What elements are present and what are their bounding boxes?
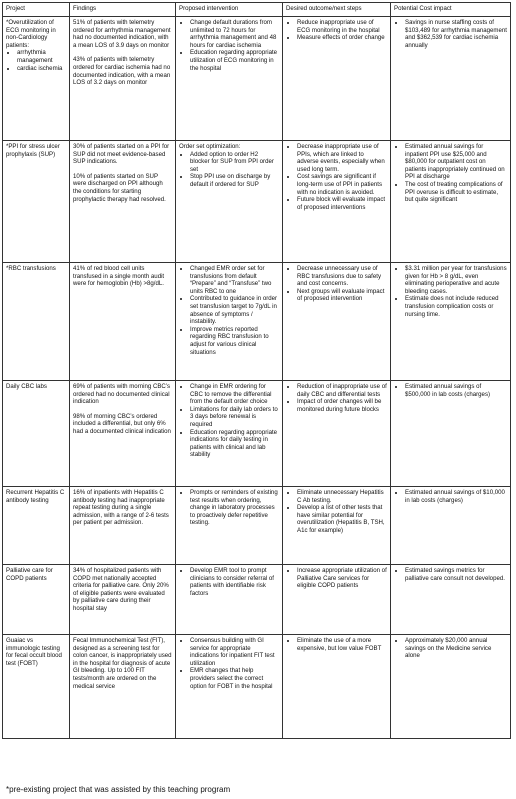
intervention-cell (176, 17, 283, 141)
cost-list (394, 265, 507, 318)
cost-item: • Savings in nurse staffing costs of $103,489 for arrhythmia management and $362,539 for cardiac ischemia annually (405, 19, 507, 49)
intervention-item: • Change in EMR ordering for CBC to remove the differential from the default order choice (190, 383, 279, 406)
intervention-list (179, 567, 279, 597)
project-cell (3, 565, 70, 635)
intervention-cell (176, 141, 283, 263)
cost-item: • Approximately $20,000 annual savings on the Medicine service alone (405, 637, 507, 660)
project-name: *PPI for stress ulcer prophylaxis (SUP) (6, 143, 60, 158)
finding-paragraph: 98% of morning CBC’s ordered included a differential, but only 6% had a documented clinical indication (73, 412, 171, 435)
outcome-item: • Eliminate unnecessary Hepatitis C Ab testing. (297, 489, 387, 504)
outcome-cell (283, 487, 391, 565)
cost-item: • $3.31 million per year for transfusions given for Hb > 8 g/dL, even eliminating perioperative and acute bleeding cases. (405, 265, 507, 295)
outcome-cell (283, 565, 391, 635)
intervention-list (179, 383, 279, 459)
intervention-item: • Limitations for daily lab orders to 3 days before renewal is required (190, 406, 279, 429)
cost-cell (391, 381, 511, 487)
findings-cell (70, 487, 176, 565)
table-body (3, 17, 511, 739)
outcome-item: • Eliminate the use of a more expensive, but low value FOBT (297, 637, 387, 652)
intervention-list (179, 151, 279, 189)
table-header-row (3, 3, 511, 17)
cost-item: • The cost of treating complications of PPI overuse is difficult to estimate, but quite significant (405, 181, 507, 204)
cost-list (394, 637, 507, 660)
cost-list (394, 143, 507, 204)
projects-table (2, 2, 511, 739)
project-cell (3, 487, 70, 565)
findings-cell (70, 381, 176, 487)
finding-paragraph: 34% of hospitalized patients with COPD met nationally accepted criteria for palliative care. Only 20% of eligible patients were evaluated by palliative care during their hospital stay (73, 567, 169, 612)
project-cell (3, 263, 70, 381)
outcome-list (286, 265, 387, 303)
project-cell (3, 381, 70, 487)
outcome-list (286, 383, 387, 413)
project-cell (3, 17, 70, 141)
findings-cell (70, 141, 176, 263)
intervention-intro: Order set optimization: (179, 143, 241, 150)
cost-list (394, 19, 507, 49)
project-subitem-list (6, 49, 66, 72)
header-cost: Potential Cost impact (391, 3, 511, 17)
intervention-list (179, 489, 279, 527)
project-subitem-item: • cardiac ischemia (17, 65, 66, 73)
outcome-list (286, 637, 387, 652)
outcome-list (286, 143, 387, 211)
table-row (3, 141, 511, 263)
project-name: Palliative care for COPD patients (6, 567, 53, 582)
outcome-cell (283, 635, 391, 739)
outcome-list (286, 489, 387, 535)
cost-item: • Estimated savings metrics for palliative care consult not developed. (405, 567, 507, 582)
intervention-item: • Change default durations from unlimited to 72 hours for arrhythmia management and 48 hours for cardiac ischemia (190, 19, 279, 49)
cost-item: • Estimated annual savings of $10,000 in lab costs (charges) (405, 489, 507, 504)
outcome-item: • Reduce inappropriate use of ECG monitoring in the hospital (297, 19, 387, 34)
table-row (3, 635, 511, 739)
outcome-item: • Decrease inappropriate use of PPIs, which are linked to adverse events, especially when used long term. (297, 143, 387, 173)
outcome-list (286, 567, 387, 590)
outcome-cell (283, 141, 391, 263)
outcome-list (286, 19, 387, 42)
outcome-item: • Next groups will evaluate impact of proposed intervention (297, 288, 387, 303)
outcome-item: • Impact of order changes will be monitored during future blocks (297, 398, 387, 413)
outcome-item: • Develop a list of other tests that have similar potential for overutilization (Hepatitis B, TSH, A1c for example) (297, 504, 387, 534)
intervention-cell (176, 635, 283, 739)
cost-cell (391, 263, 511, 381)
project-cell (3, 141, 70, 263)
cost-cell (391, 635, 511, 739)
intervention-item: • Education regarding appropriate utilization of ECG monitoring in the hospital (190, 49, 279, 72)
outcome-item: • Decrease unnecessary use of RBC transfusions due to safety and cost concerns. (297, 265, 387, 288)
intervention-list (179, 19, 279, 72)
cost-cell (391, 565, 511, 635)
intervention-cell (176, 263, 283, 381)
intervention-cell (176, 565, 283, 635)
cost-list (394, 489, 507, 504)
intervention-list (179, 637, 279, 690)
intervention-item: • Added option to order H2 blocker for SUP from PPI order set (190, 151, 279, 174)
outcome-item: • Increase appropriate utilization of Palliative Care services for eligible COPD patients (297, 567, 387, 590)
finding-paragraph: Fecal Immunochemical Test (FIT), designed as a screening test for colon cancer, is inappropriately used in the hospital for diagnosis of acute GI bleeding. Up to 100 FIT tests/month are ordered on the medical service (73, 637, 172, 690)
table-row (3, 487, 511, 565)
intervention-item: • Develop EMR tool to prompt clinicians to consider referral of patients with identifiable risk factors (190, 567, 279, 597)
cost-item: • Estimate does not include reduced transfusion complication costs or nursing time. (405, 295, 507, 318)
header-intervention: Proposed intervention (176, 3, 283, 17)
finding-paragraph: 10% of patients started on SUP were discharged on PPI although the conditions for starting prophylactic therapy had resolved. (73, 172, 166, 203)
header-project: Project (3, 3, 70, 17)
header-findings: Findings (70, 3, 176, 17)
finding-paragraph: 41% of red blood cell units transfused in a single month audit were for hemoglobin (Hb) >8g/dL. (73, 265, 165, 288)
finding-paragraph: 16% of inpatients with Hepatitis C antibody testing had inappropriate repeat testing during a single admission, with a range of 2-6 tests per patient per admission. (73, 489, 169, 527)
intervention-item: • EMR changes that help providers select the correct option for FOBT in the hospital (190, 667, 279, 690)
project-name: *RBC transfusions (6, 265, 56, 272)
findings-cell (70, 635, 176, 739)
header-outcome: Desired outcome/next steps (283, 3, 391, 17)
table-row (3, 263, 511, 381)
project-subitem-item: • arrhythmia management (17, 49, 66, 64)
findings-cell (70, 17, 176, 141)
table-row (3, 381, 511, 487)
outcome-cell (283, 263, 391, 381)
intervention-list (179, 265, 279, 356)
intervention-item: • Stop PPI use on discharge by default if ordered for SUP (190, 173, 279, 188)
intervention-item: • Improve metrics reported regarding RBC transfusion to adjust for various clinical situations (190, 326, 279, 356)
cost-cell (391, 17, 511, 141)
cost-cell (391, 141, 511, 263)
finding-paragraph: 43% of patients with telemetry ordered for cardiac ischemia had no documented indication, with a mean LOS of 3.2 days on monitor (73, 56, 171, 87)
cost-item: • Estimated annual savings of $500,000 in lab costs (charges) (405, 383, 507, 398)
intervention-cell (176, 381, 283, 487)
finding-paragraph: 51% of patients with telemetry ordered for arrhythmia management had no documented indication, with a mean LOS of 3.9 days on monitor (73, 19, 171, 49)
findings-cell (70, 565, 176, 635)
footnote: *pre-existing project that was assisted by this teaching program (6, 785, 231, 794)
outcome-item: • Reduction of inappropriate use of daily CBC and differential tests (297, 383, 387, 398)
finding-paragraph: 30% of patients started on a PPI for SUP did not meet evidence-based SUP indications. (73, 143, 170, 166)
project-name: Daily CBC labs (6, 383, 47, 390)
outcome-item: • Measure effects of order change (297, 34, 387, 42)
table-row (3, 565, 511, 635)
outcome-item: • Future block will evaluate impact of proposed interventions (297, 196, 387, 211)
project-cell (3, 635, 70, 739)
intervention-item: • Prompts or reminders of existing test results when ordering, change in laboratory processes to proactively defer repetitive testing. (190, 489, 279, 527)
project-name: Recurrent Hepatitis C antibody testing (6, 489, 65, 504)
outcome-cell (283, 381, 391, 487)
project-name: *Overutilization of ECG monitoring in non-Cardiology patients: (6, 19, 56, 49)
project-name: Guaiac vs immunologic testing for fecal occult blood test (FOBT) (6, 637, 62, 667)
intervention-item: • Education regarding appropriate indications for daily testing in patients with clinical and lab stability (190, 429, 279, 459)
cost-item: • Estimated annual savings for inpatient PPI use $25,000 and $80,000 for outpatient cost on patients inappropriately continued on PPI at discharge (405, 143, 507, 181)
intervention-item: • Consensus building with GI service for appropriate indications for inpatient FIT test utilization (190, 637, 279, 667)
intervention-item: • Changed EMR order set for transfusions from default “Prepare” and “Transfuse” two units RBC to one (190, 265, 279, 295)
outcome-cell (283, 17, 391, 141)
intervention-item: • Contributed to guidance in order set transfusion target to 7g/dL in absence of symptoms / instability. (190, 295, 279, 325)
intervention-cell (176, 487, 283, 565)
finding-paragraph: 69% of patients with morning CBC’s ordered had no documented clinical indication (73, 383, 171, 406)
cost-list (394, 383, 507, 398)
cost-cell (391, 487, 511, 565)
cost-list (394, 567, 507, 582)
outcome-item: • Cost savings are significant if long-term use of PPI in patients with no indication is avoided. (297, 173, 387, 196)
table-row (3, 17, 511, 141)
findings-cell (70, 263, 176, 381)
